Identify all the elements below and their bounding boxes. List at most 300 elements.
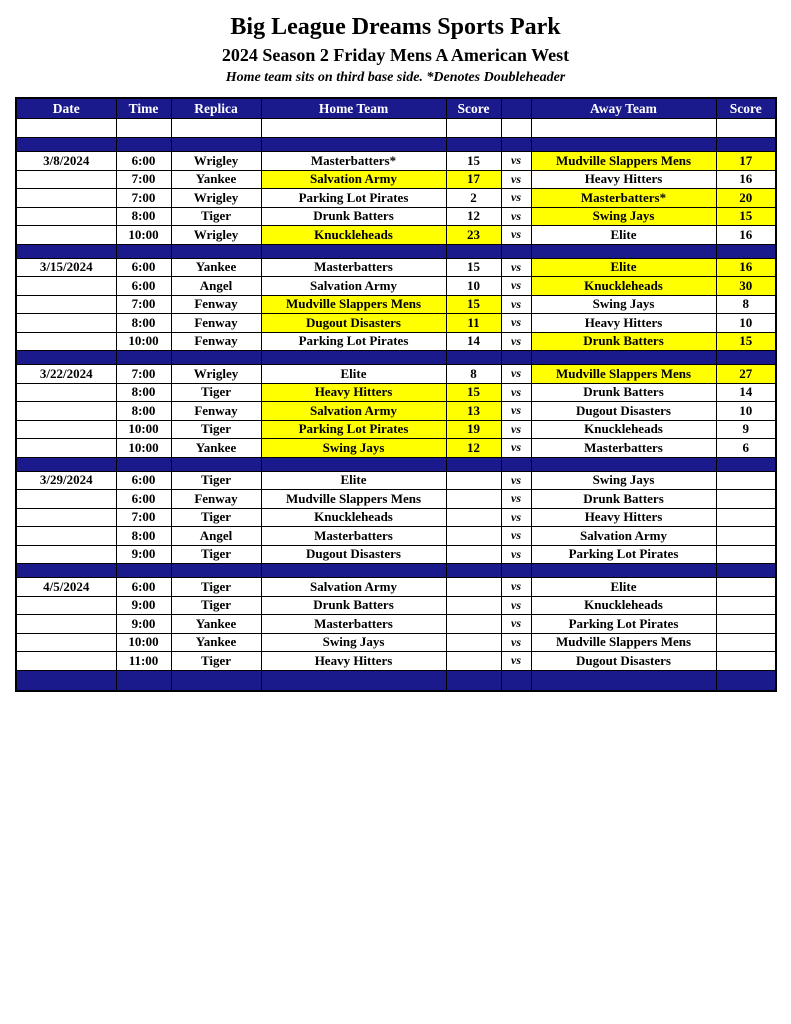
away-team-cell: Drunk Batters [531,332,716,351]
home-team-cell: Masterbatters* [261,152,446,171]
vs-cell: vs [501,615,531,634]
separator-cell [716,138,776,152]
spacer-cell [531,119,716,138]
separator-cell [446,457,501,471]
spacer-cell [501,119,531,138]
vs-cell: vs [501,295,531,314]
separator-cell [171,670,261,691]
separator-cell [261,244,446,258]
vs-cell: vs [501,152,531,171]
vs-cell: vs [501,277,531,296]
separator-cell [171,457,261,471]
home-team-cell: Parking Lot Pirates [261,332,446,351]
home-score-cell: 10 [446,277,501,296]
away-score-cell: 16 [716,170,776,189]
col-header-replica: Replica [171,98,261,119]
separator-cell [531,457,716,471]
away-team-cell: Masterbatters [531,439,716,458]
separator-row [16,244,776,258]
home-team-cell: Drunk Batters [261,596,446,615]
away-score-cell: 30 [716,277,776,296]
vs-cell: vs [501,258,531,277]
home-team-cell: Parking Lot Pirates [261,189,446,208]
date-cell [16,527,116,546]
time-cell: 9:00 [116,596,171,615]
home-team-cell: Elite [261,471,446,490]
away-score-cell: 15 [716,207,776,226]
away-score-cell: 16 [716,258,776,277]
away-score-cell [716,545,776,564]
separator-row [16,138,776,152]
away-score-cell: 6 [716,439,776,458]
separator-cell [16,138,116,152]
game-row [16,578,776,597]
home-score-cell: 14 [446,332,501,351]
date-cell [16,314,116,333]
home-score-cell: 13 [446,402,501,421]
replica-cell: Wrigley [171,189,261,208]
game-row [16,633,776,652]
away-score-cell: 10 [716,402,776,421]
separator-row [16,670,776,691]
away-score-cell [716,578,776,597]
away-team-cell: Swing Jays [531,295,716,314]
separator-cell [116,564,171,578]
game-row [16,383,776,402]
col-header-time: Time [116,98,171,119]
separator-cell [261,457,446,471]
away-score-cell: 17 [716,152,776,171]
time-cell: 10:00 [116,226,171,245]
separator-cell [716,351,776,365]
game-row [16,152,776,171]
home-team-cell: Drunk Batters [261,207,446,226]
separator-cell [501,138,531,152]
separator-cell [16,564,116,578]
spacer-cell [116,119,171,138]
replica-cell: Yankee [171,633,261,652]
time-cell: 8:00 [116,527,171,546]
time-cell: 6:00 [116,152,171,171]
home-score-cell [446,545,501,564]
separator-cell [16,457,116,471]
replica-cell: Tiger [171,578,261,597]
home-score-cell: 19 [446,420,501,439]
home-team-cell: Masterbatters [261,615,446,634]
date-cell [16,490,116,509]
date-cell [16,420,116,439]
replica-cell: Tiger [171,383,261,402]
vs-cell: vs [501,314,531,333]
page-subtitle: 2024 Season 2 Friday Mens A American West [221,44,570,65]
home-team-cell: Elite [261,365,446,384]
home-team-cell: Mudville Slappers Mens [261,295,446,314]
separator-cell [16,244,116,258]
replica-cell: Tiger [171,596,261,615]
date-cell [16,402,116,421]
separator-cell [716,670,776,691]
away-score-cell [716,527,776,546]
game-row [16,277,776,296]
away-score-cell [716,508,776,527]
away-team-cell: Mudville Slappers Mens [531,152,716,171]
home-score-cell [446,652,501,671]
away-score-cell [716,596,776,615]
away-score-cell [716,652,776,671]
home-score-cell: 15 [446,258,501,277]
away-score-cell: 16 [716,226,776,245]
home-score-cell: 15 [446,152,501,171]
separator-cell [446,351,501,365]
game-row [16,545,776,564]
date-cell [16,633,116,652]
game-row [16,314,776,333]
away-team-cell: Knuckleheads [531,420,716,439]
separator-cell [531,670,716,691]
replica-cell: Tiger [171,545,261,564]
date-cell [16,226,116,245]
time-cell: 6:00 [116,258,171,277]
vs-cell: vs [501,633,531,652]
separator-cell [501,457,531,471]
time-cell: 11:00 [116,652,171,671]
time-cell: 10:00 [116,420,171,439]
replica-cell: Fenway [171,295,261,314]
game-row [16,207,776,226]
home-score-cell [446,471,501,490]
vs-cell: vs [501,652,531,671]
separator-cell [116,244,171,258]
replica-cell: Tiger [171,652,261,671]
replica-cell: Angel [171,527,261,546]
date-cell [16,189,116,208]
away-team-cell: Swing Jays [531,207,716,226]
time-cell: 7:00 [116,365,171,384]
away-team-cell: Knuckleheads [531,596,716,615]
date-cell: 3/8/2024 [16,152,116,171]
vs-cell: vs [501,545,531,564]
home-team-cell: Knuckleheads [261,226,446,245]
vs-cell: vs [501,578,531,597]
home-score-cell: 15 [446,295,501,314]
separator-cell [531,564,716,578]
replica-cell: Wrigley [171,152,261,171]
vs-cell: vs [501,189,531,208]
separator-cell [501,351,531,365]
date-cell: 3/15/2024 [16,258,116,277]
time-cell: 7:00 [116,295,171,314]
separator-cell [716,457,776,471]
replica-cell: Angel [171,277,261,296]
separator-cell [446,564,501,578]
away-team-cell: Heavy Hitters [531,314,716,333]
away-team-cell: Masterbatters* [531,189,716,208]
replica-cell: Yankee [171,170,261,189]
vs-cell: vs [501,527,531,546]
col-header-vs [501,98,531,119]
away-team-cell: Parking Lot Pirates [531,615,716,634]
separator-cell [446,244,501,258]
home-team-cell: Knuckleheads [261,508,446,527]
time-cell: 6:00 [116,490,171,509]
home-team-cell: Masterbatters [261,258,446,277]
separator-cell [261,670,446,691]
away-score-cell [716,490,776,509]
vs-cell: vs [501,170,531,189]
away-team-cell: Heavy Hitters [531,508,716,527]
separator-cell [116,670,171,691]
game-row [16,226,776,245]
home-team-cell: Salvation Army [261,578,446,597]
home-team-cell: Mudville Slappers Mens [261,490,446,509]
game-row [16,189,776,208]
separator-cell [446,670,501,691]
home-team-cell: Swing Jays [261,439,446,458]
home-team-cell: Salvation Army [261,277,446,296]
home-score-cell: 15 [446,383,501,402]
away-team-cell: Knuckleheads [531,277,716,296]
date-cell: 4/5/2024 [16,578,116,597]
home-score-cell: 11 [446,314,501,333]
game-row [16,258,776,277]
separator-cell [531,138,716,152]
time-cell: 10:00 [116,332,171,351]
home-team-cell: Masterbatters [261,527,446,546]
away-team-cell: Dugout Disasters [531,652,716,671]
away-team-cell: Swing Jays [531,471,716,490]
replica-cell: Wrigley [171,365,261,384]
spacer-cell [446,119,501,138]
time-cell: 8:00 [116,383,171,402]
time-cell: 8:00 [116,207,171,226]
away-score-cell: 10 [716,314,776,333]
col-header-away-team: Away Team [531,98,716,119]
home-team-cell: Heavy Hitters [261,652,446,671]
date-cell [16,596,116,615]
time-cell: 8:00 [116,402,171,421]
away-team-cell: Salvation Army [531,527,716,546]
home-score-cell [446,527,501,546]
time-cell: 6:00 [116,277,171,296]
away-team-cell: Parking Lot Pirates [531,545,716,564]
vs-cell: vs [501,383,531,402]
col-header-home-score: Score [446,98,501,119]
document-header [0,0,791,86]
game-row [16,508,776,527]
separator-cell [716,244,776,258]
date-cell [16,295,116,314]
home-team-cell: Dugout Disasters [261,545,446,564]
time-cell: 7:00 [116,170,171,189]
game-row [16,596,776,615]
time-cell: 10:00 [116,633,171,652]
away-team-cell: Mudville Slappers Mens [531,633,716,652]
replica-cell: Tiger [171,471,261,490]
replica-cell: Fenway [171,490,261,509]
separator-cell [446,138,501,152]
replica-cell: Tiger [171,420,261,439]
home-score-cell [446,490,501,509]
separator-cell [16,670,116,691]
away-team-cell: Heavy Hitters [531,170,716,189]
spacer-cell [261,119,446,138]
vs-cell: vs [501,490,531,509]
date-cell: 3/22/2024 [16,365,116,384]
home-score-cell: 23 [446,226,501,245]
separator-cell [171,244,261,258]
separator-row [16,351,776,365]
away-score-cell [716,471,776,490]
replica-cell: Yankee [171,258,261,277]
away-score-cell: 14 [716,383,776,402]
date-cell [16,615,116,634]
replica-cell: Fenway [171,314,261,333]
separator-cell [501,670,531,691]
game-row [16,332,776,351]
replica-cell: Yankee [171,615,261,634]
replica-cell: Fenway [171,402,261,421]
col-header-home-team: Home Team [261,98,446,119]
col-header-away-score: Score [716,98,776,119]
game-row [16,527,776,546]
date-cell [16,207,116,226]
game-row [16,365,776,384]
separator-row [16,457,776,471]
home-team-cell: Salvation Army [261,402,446,421]
separator-cell [116,351,171,365]
home-score-cell [446,633,501,652]
away-team-cell: Elite [531,226,716,245]
col-header-date: Date [16,98,116,119]
replica-cell: Yankee [171,439,261,458]
game-row [16,295,776,314]
home-score-cell [446,508,501,527]
vs-cell: vs [501,508,531,527]
vs-cell: vs [501,439,531,458]
game-row [16,402,776,421]
away-team-cell: Dugout Disasters [531,402,716,421]
away-score-cell: 15 [716,332,776,351]
vs-cell: vs [501,332,531,351]
game-row [16,471,776,490]
away-team-cell: Drunk Batters [531,490,716,509]
spacer-row [16,119,776,138]
away-team-cell: Elite [531,578,716,597]
separator-cell [116,457,171,471]
away-score-cell: 27 [716,365,776,384]
date-cell [16,170,116,189]
away-score-cell [716,615,776,634]
vs-cell: vs [501,471,531,490]
time-cell: 6:00 [116,578,171,597]
separator-cell [171,138,261,152]
separator-cell [531,244,716,258]
time-cell: 8:00 [116,314,171,333]
home-score-cell [446,615,501,634]
vs-cell: vs [501,402,531,421]
spacer-cell [716,119,776,138]
separator-cell [261,564,446,578]
vs-cell: vs [501,420,531,439]
date-cell [16,383,116,402]
home-score-cell: 8 [446,365,501,384]
vs-cell: vs [501,596,531,615]
date-cell: 3/29/2024 [16,471,116,490]
separator-cell [261,138,446,152]
date-cell [16,545,116,564]
time-cell: 9:00 [116,545,171,564]
game-row [16,490,776,509]
table-header-row [16,98,776,119]
separator-cell [501,564,531,578]
separator-cell [16,351,116,365]
spacer-cell [16,119,116,138]
schedule-table [15,97,777,692]
game-row [16,170,776,189]
away-score-cell: 9 [716,420,776,439]
separator-cell [716,564,776,578]
separator-cell [116,138,171,152]
home-score-cell [446,596,501,615]
replica-cell: Wrigley [171,226,261,245]
home-score-cell: 17 [446,170,501,189]
date-cell [16,508,116,527]
game-row [16,439,776,458]
date-cell [16,277,116,296]
vs-cell: vs [501,226,531,245]
replica-cell: Tiger [171,508,261,527]
game-row [16,615,776,634]
schedule-note: Home team sits on third base side. *Denotes Doubleheader [225,70,566,86]
away-team-cell: Drunk Batters [531,383,716,402]
home-team-cell: Heavy Hitters [261,383,446,402]
vs-cell: vs [501,207,531,226]
home-score-cell: 12 [446,207,501,226]
away-score-cell [716,633,776,652]
home-score-cell: 12 [446,439,501,458]
spacer-cell [171,119,261,138]
away-score-cell: 8 [716,295,776,314]
time-cell: 7:00 [116,189,171,208]
separator-cell [171,564,261,578]
away-team-cell: Mudville Slappers Mens [531,365,716,384]
time-cell: 6:00 [116,471,171,490]
game-row [16,652,776,671]
home-team-cell: Dugout Disasters [261,314,446,333]
separator-row [16,564,776,578]
date-cell [16,439,116,458]
date-cell [16,332,116,351]
date-cell [16,652,116,671]
separator-cell [261,351,446,365]
time-cell: 10:00 [116,439,171,458]
time-cell: 7:00 [116,508,171,527]
away-score-cell: 20 [716,189,776,208]
away-team-cell: Elite [531,258,716,277]
page-title: Big League Dreams Sports Park [230,14,561,40]
separator-cell [531,351,716,365]
separator-cell [171,351,261,365]
replica-cell: Tiger [171,207,261,226]
home-team-cell: Parking Lot Pirates [261,420,446,439]
home-score-cell: 2 [446,189,501,208]
replica-cell: Fenway [171,332,261,351]
separator-cell [501,244,531,258]
game-row [16,420,776,439]
vs-cell: vs [501,365,531,384]
home-team-cell: Salvation Army [261,170,446,189]
time-cell: 9:00 [116,615,171,634]
